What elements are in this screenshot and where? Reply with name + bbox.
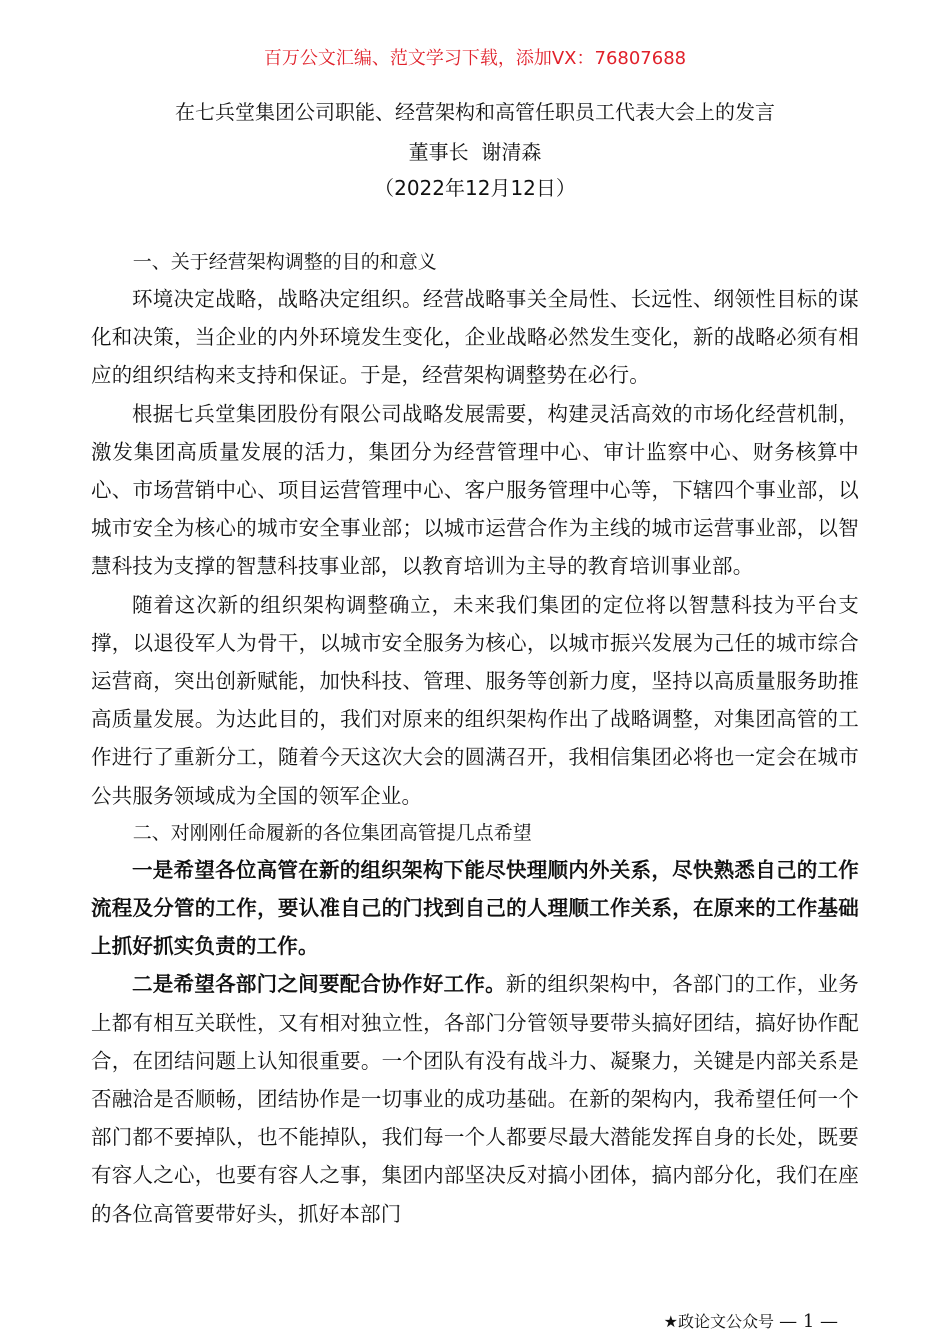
page-number: — 1 — xyxy=(779,1311,838,1332)
section-2-paragraph-2-bold: 二是希望各部门之间要配合协作好工作。 xyxy=(132,972,506,997)
section-2-paragraph-1-bold: 一是希望各位高管在新的组织架构下能尽快理顺内外关系，尽快熟悉自己的工作流程及分管的工作，要认准自己的门找到自己的人理顺工作关系，在原来的工作基础上抓好抓实负责的工作。 xyxy=(91,857,859,959)
document-body xyxy=(91,244,859,1233)
section-1-heading: 一、关于经营架构调整的目的和意义 xyxy=(132,251,437,273)
section-1-paragraph-3: 随着这次新的组织架构调整确立，未来我们集团的定位将以智慧科技为平台支撑，以退役军人为骨干，以城市安全服务为核心，以城市振兴发展为己任的城市综合运营商，突出创新赋能，加快科技、管理、服务等创新力度，坚持以高质量服务助推高质量发展。为达此目的，我们对原来的组织架构作出了战略调整，对集团高管的工作进行了重新分工，随着今天这次大会的圆满召开，我相信集团必将也一定会在城市公共服务领域成为全国的领军企业。 xyxy=(91,592,859,808)
footer-source: ★政论文公众号 xyxy=(663,1312,774,1331)
section-2-paragraph-2 xyxy=(91,965,859,1232)
document-date: （2022年12月12日） xyxy=(374,176,576,200)
section-1-paragraph-2: 根据七兵堂集团股份有限公司战略发展需要，构建灵活高效的市场化经营机制，激发集团高质量发展的活力，集团分为经营管理中心、审计监察中心、财务核算中心、市场营销中心、项目运营管理中心、客户服务管理中心等，下辖四个事业部，以城市安全为核心的城市安全事业部；以城市运营合作为主线的城市运营事业部，以智慧科技为支撑的智慧科技事业部，以教育培训为主导的教育培训事业部。 xyxy=(91,401,859,579)
section-2-paragraph-1 xyxy=(91,851,859,966)
section-2-paragraph-2-text: 新的组织架构中，各部门的工作，业务上都有相互关联性，又有相对独立性，各部门分管领导要带头搞好团结，搞好协作配合，在团结问题上认知很重要。一个团队有没有战斗力、凝聚力，关键是内部关系是否融洽是否顺畅，团结协作是一切事业的成功基础。在新的架构内，我希望任何一个部门都不要掉队，也不能掉队，我们每一个人都要尽最大潜能发挥自身的长处，既要有容人之心，也要有容人之事，集团内部坚决反对搞小团体，搞内部分化，我们在座的各位高管要带好头，抓好本部门 xyxy=(91,972,859,1226)
section-2-heading: 二、对刚刚任命履新的各位集团高管提几点希望 xyxy=(132,821,532,844)
section-1-paragraph-1: 环境决定战略，战略决定组织。经营战略事关全局性、长远性、纲领性目标的谋化和决策，当企业的内外环境发生变化，企业战略必然发生变化，新的战略必须有相应的组织结构来支持和保证。于是，经营架构调整势在必行。 xyxy=(91,287,859,388)
document-title: 在七兵堂集团公司职能、经营架构和高管任职员工代表大会上的发言 xyxy=(175,100,775,124)
page-footer xyxy=(664,1310,838,1334)
document-author: 董事长 谢清森 xyxy=(408,140,542,164)
watermark-text: 百万公文汇编、范文学习下载，添加VX：76807688 xyxy=(263,48,687,69)
